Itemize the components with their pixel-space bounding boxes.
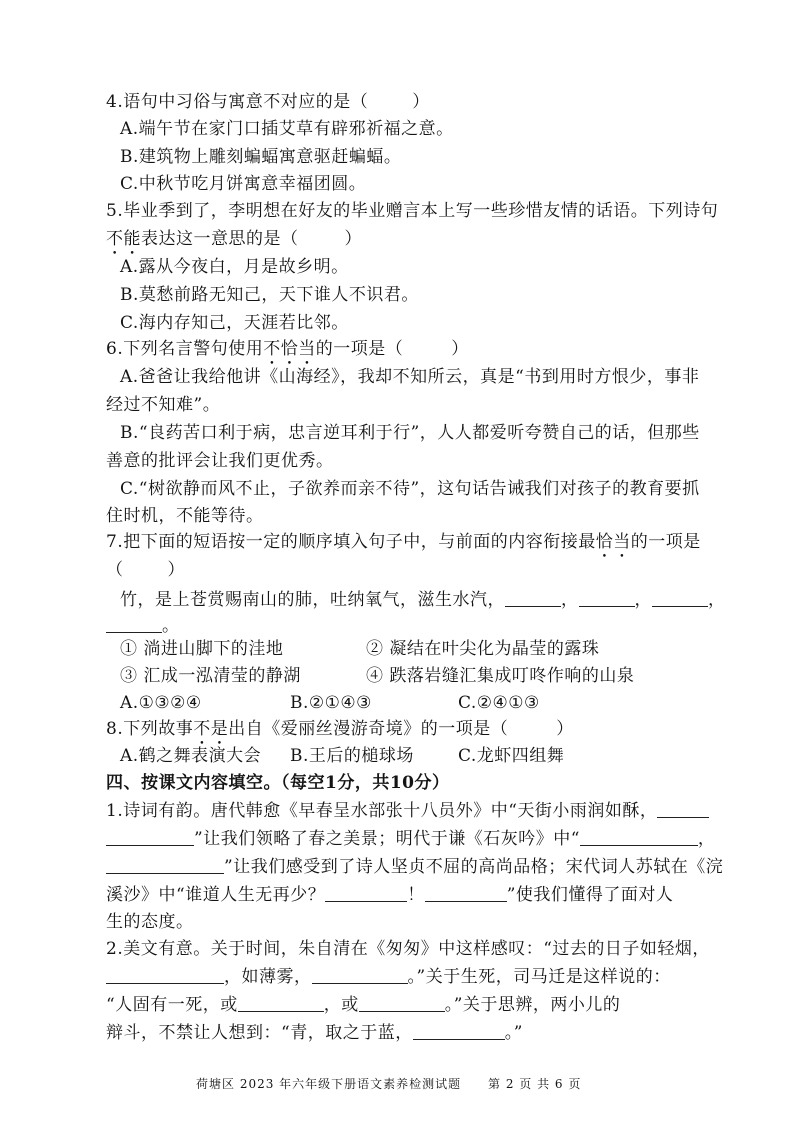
q7-option-b: B.②①④③: [290, 693, 372, 713]
q7-sentence-end: [106, 614, 180, 638]
fill2-line4-b: 。”: [504, 1023, 523, 1043]
fill1-line3-text: ”让我们感受到了诗人坚贞不屈的高尚品格；宋代词人苏轼在《浣: [224, 857, 724, 877]
fill1-blank-5[interactable]: [325, 885, 407, 902]
q5-option-c: C.海内存知己，天涯若比邻。: [120, 313, 349, 333]
q7-comma-1: ，: [561, 590, 579, 610]
q4-stem-text: 4.语句中习俗与寓意不对应的是（: [106, 92, 369, 112]
q7-blank-1[interactable]: [505, 590, 561, 607]
q8-option-b: B.王后的槌球场: [290, 746, 414, 766]
q5-stem-rest: 表达这一意思的是（: [141, 229, 299, 249]
fill1-line1: [106, 799, 709, 823]
q7-phrase-4: ④ 跌落岩缝汇集成叮咚作响的山泉: [366, 666, 635, 686]
q5-paren-close: ）: [344, 229, 362, 249]
q5-stem-line1: 5.毕业季到了，李明想在好友的毕业赠言本上写一些珍惜友情的话语。下列诗句: [106, 201, 719, 221]
fill2-blank-4[interactable]: [359, 995, 445, 1012]
q7-blank-4[interactable]: [106, 616, 162, 633]
fill2-line3-a: “人固有一死，或: [106, 995, 238, 1015]
q7-sentence-text: 竹，是上苍赏赐南山的肺，吐纳氧气，滋生水汽，: [120, 590, 505, 610]
q6-option-c-line2: 住时机，不能等待。: [106, 506, 264, 526]
q4-stem: [106, 90, 430, 114]
fill1-line5: 生的态度。: [106, 912, 194, 932]
fill2-line3: [106, 993, 620, 1017]
fill2-line2-b: 。”关于生死，司马迁是这样说的：: [407, 967, 671, 987]
q6-stem-pre: 6.下列名言警句使用: [106, 339, 264, 359]
fill2-blank-5[interactable]: [413, 1023, 505, 1040]
fill2-line4-a: 辩斗，不禁让人想到：“青，取之于蓝，: [106, 1023, 413, 1043]
q7-phrase-2: ② 凝结在叶尖化为晶莹的露珠: [366, 639, 600, 659]
fill2-blank-2[interactable]: [312, 967, 408, 984]
fill2-line4: [106, 1021, 523, 1045]
fill1-line4-b: ！: [407, 885, 425, 905]
fill2-line1: 2.美文有意。关于时间，朱自清在《匆匆》中这样感叹：“过去的日子如轻烟，: [106, 939, 710, 959]
q4-paren-close: ）: [412, 92, 430, 112]
fill1-line4: [106, 883, 673, 907]
q6-option-b-line2: 善意的批评会让我们更优秀。: [106, 451, 334, 471]
q7-emphasis: 恰当: [595, 532, 631, 552]
q5-option-a: A.露从今夜白，月是故乡明。: [120, 257, 349, 277]
q7-stem-post: 的一项是: [630, 532, 701, 552]
fill1-blank-2[interactable]: [106, 829, 194, 846]
q6-option-a-line1: A.爸爸让我给他讲《山海经》，我却不知所云，真是“书到用时方恨少，事非: [120, 367, 700, 387]
footer-page-number: 第 2 页 共 6 页: [488, 1077, 582, 1091]
fill2-blank-3[interactable]: [238, 995, 324, 1012]
fill1-blank-4[interactable]: [106, 857, 224, 874]
q6-paren-close: ）: [451, 339, 469, 359]
footer-title: 荷塘区 2023 年六年级下册语文素养检测试题: [196, 1077, 462, 1091]
fill1-line2-end: ，: [697, 829, 716, 849]
q7-phrase-1: ① 淌进山脚下的洼地: [120, 639, 284, 659]
q7-paren-open: （: [106, 560, 124, 580]
q7-phrase-3: ③ 汇成一泓清莹的静湖: [120, 666, 301, 686]
fill2-line2-a: ，如薄雾，: [224, 967, 312, 987]
q5-option-b: B.莫愁前路无知己，天下谁人不识君。: [120, 285, 419, 305]
q8-option-c: C.龙虾四组舞: [458, 746, 565, 766]
q7-option-c: C.②④①③: [458, 693, 540, 713]
fill2-line3-c: 。”关于思辨，两小儿的: [444, 995, 621, 1015]
fill1-line2: [106, 827, 715, 851]
q7-comma-3: ，: [708, 590, 726, 610]
fill1-line1-text: 1.诗词有韵。唐代韩愈《早春呈水部张十八员外》中“天街小雨润如酥，: [106, 801, 658, 821]
fill1-line3: [106, 855, 723, 879]
q6-option-a-line2: 经过不知难”。: [106, 395, 221, 415]
q6-option-c-line1: C.“树欲静而风不止，子欲养而亲不待”，这句话告诫我们对孩子的教育要抓: [120, 479, 700, 499]
q6-emphasis: 不恰当: [263, 339, 316, 359]
fill1-line2-text: ”让我们领略了春之美景；明代于谦《石灰吟》中“: [194, 829, 580, 849]
q4-option-a: A.端午节在家门口插艾草有辟邪祈福之意。: [120, 119, 454, 139]
q7-comma-2: ，: [634, 590, 652, 610]
q8-option-a: A.鹤之舞表演大会: [120, 746, 262, 766]
q8-paren-close: ）: [556, 719, 574, 739]
q7-answer-paren: [106, 558, 185, 582]
section-4-title: 四、按课文内容填空。（每空1分，共10分）: [106, 773, 450, 793]
q6-stem-post: 的一项是（: [315, 339, 404, 359]
q4-option-b: B.建筑物上雕刻蝙蝠寓意驱赶蝙蝠。: [120, 147, 402, 167]
fill1-blank-6[interactable]: [425, 885, 507, 902]
q7-blank-3[interactable]: [652, 590, 708, 607]
q7-option-a: A.①③②④: [120, 693, 202, 713]
q6-option-b-line1: B.“良药苦口利于病，忠言逆耳利于行”，人人都爱听夸赞自己的话，但那些: [120, 423, 700, 443]
fill2-line3-b: ，或: [323, 995, 359, 1015]
fill1-blank-3[interactable]: [580, 829, 698, 846]
q8-emphasis: 不是: [193, 719, 229, 739]
q7-period: 。: [162, 616, 180, 636]
q5-emphasis: 不能: [106, 229, 141, 249]
q4-option-c: C.中秋节吃月饼寓意幸福团圆。: [120, 174, 367, 194]
q7-stem: [106, 530, 701, 562]
q8-stem-post: 出自《爱丽丝漫游奇境》的一项是（: [228, 719, 509, 739]
q8-stem-pre: 8.下列故事: [106, 719, 194, 739]
fill1-blank-1[interactable]: [657, 801, 709, 818]
q7-paren-close: ）: [167, 560, 185, 580]
q7-blank-2[interactable]: [579, 590, 635, 607]
fill2-blank-1[interactable]: [106, 967, 224, 984]
fill1-line4-c: ”使我们懂得了面对人: [506, 885, 674, 905]
q7-stem-pre: 7.把下面的短语按一定的顺序填入句子中，与前面的内容衔接最: [106, 532, 596, 552]
fill2-line2: [106, 965, 671, 989]
q7-sentence: [120, 588, 726, 612]
fill1-line4-a: 溪沙》中“谁道人生无再少？: [106, 885, 326, 905]
